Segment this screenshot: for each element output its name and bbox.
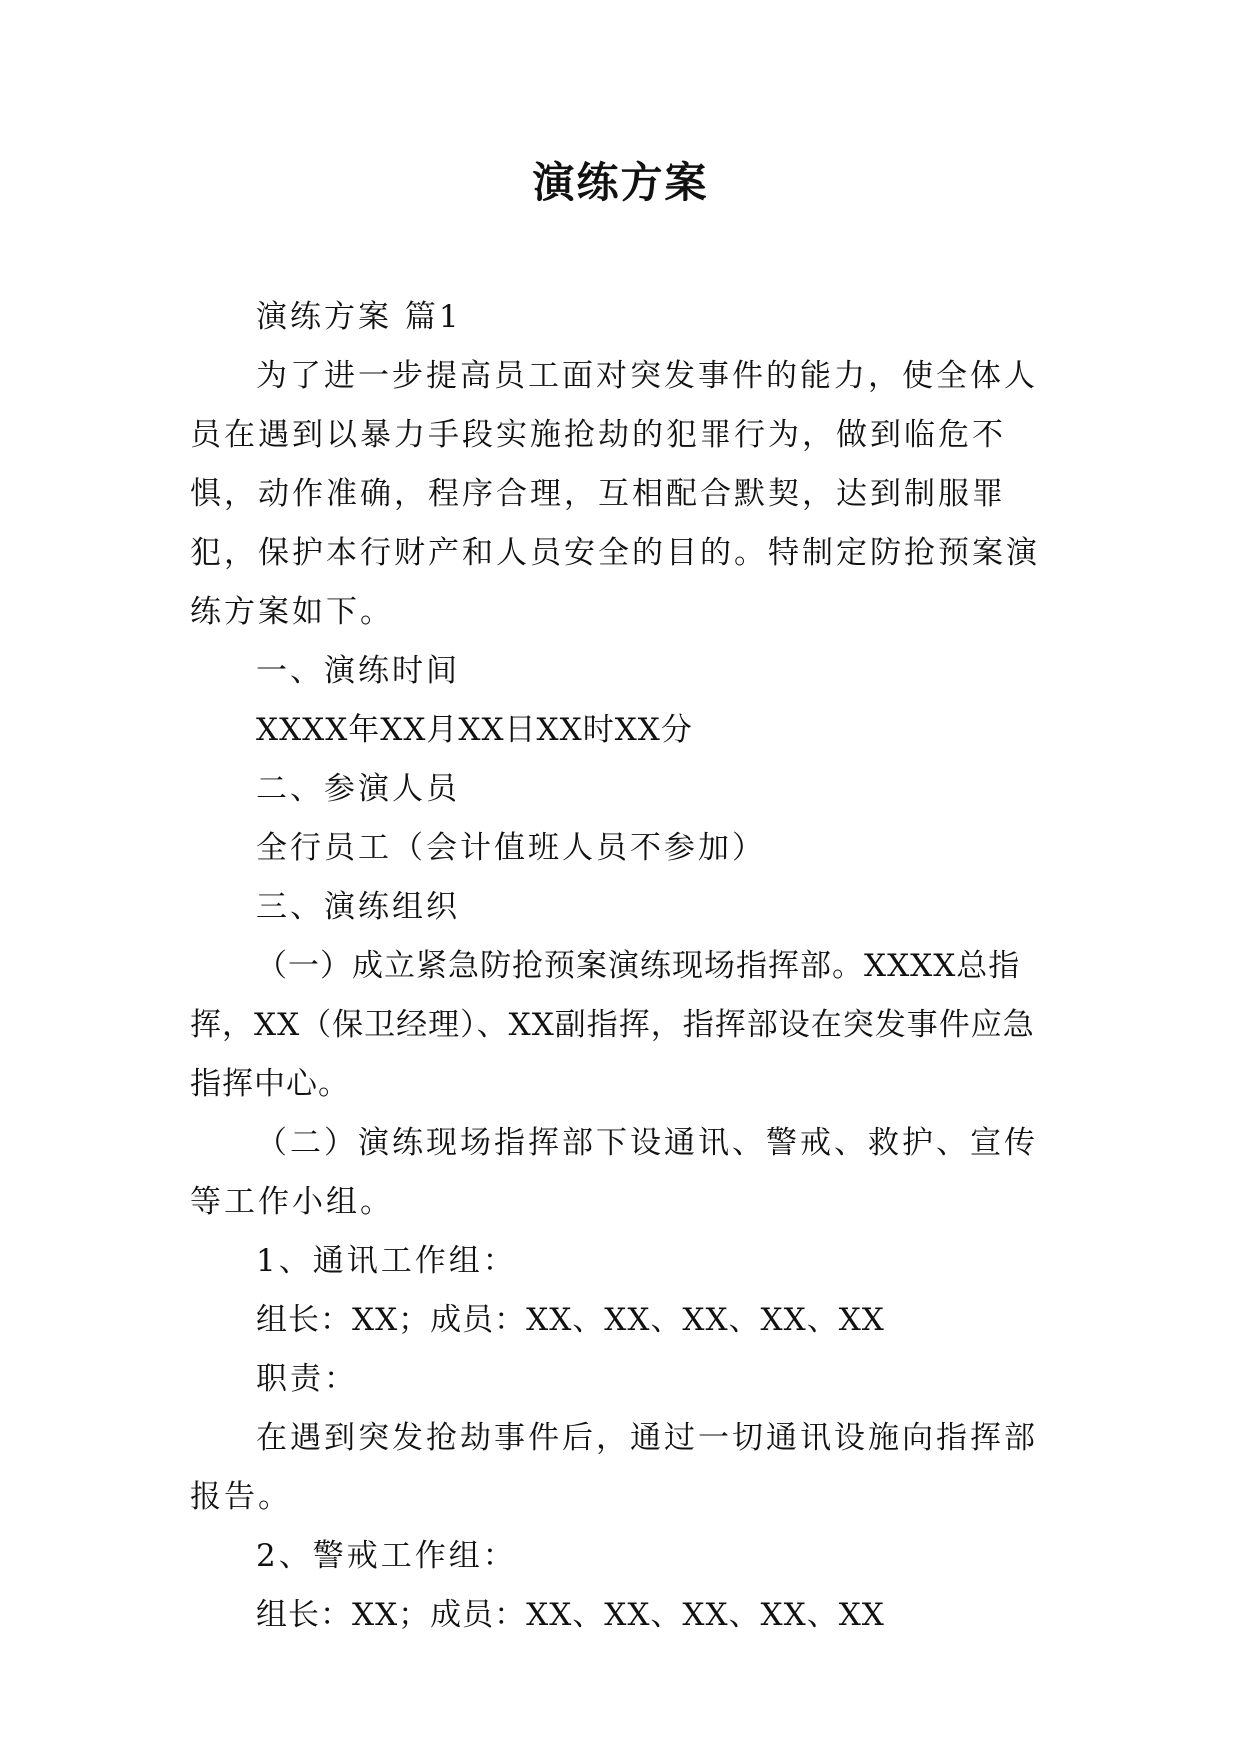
paragraph-time-value: XXXX年XX月XX日XX时XX分 [256, 712, 693, 748]
paragraph-comm-group-members: 组长：XX；成员：XX、XX、XX、XX、XX [256, 1302, 885, 1338]
paragraph-working-groups: （二）演练现场指挥部下设通讯、警戒、救护、宣传等工作小组。 [190, 1125, 1038, 1220]
paragraph-section-heading: 演练方案 篇1 [256, 299, 462, 335]
paragraph-heading-participants: 二、参演人员 [256, 771, 460, 807]
paragraph-guard-group-heading: 2、警戒工作组： [256, 1538, 517, 1574]
paragraph-comm-group-heading: 1、通讯工作组： [256, 1243, 517, 1279]
document-title: 演练方案 [532, 158, 709, 207]
paragraph-guard-group-members: 组长：XX；成员：XX、XX、XX、XX、XX [256, 1597, 885, 1633]
document-body [190, 288, 1060, 1645]
paragraph-heading-time: 一、演练时间 [256, 653, 460, 689]
paragraph-participants: 全行员工（会计值班人员不参加） [256, 830, 766, 866]
paragraph-comm-duties: 在遇到突发抢劫事件后，通过一切通讯设施向指挥部报告。 [190, 1420, 1038, 1515]
paragraph-heading-organization: 三、演练组织 [256, 889, 460, 925]
paragraph-command-center: （一）成立紧急防抢预案演练现场指挥部。XXXX总指挥，XX（保卫经理）、XX副指挥，指挥部设在突发事件应急指挥中心。 [190, 948, 1035, 1102]
paragraph-intro: 为了进一步提高员工面对突发事件的能力，使全体人员在遇到以暴力手段实施抢劫的犯罪行为，做到临危不惧，动作准确，程序合理，互相配合默契，达到制服罪犯，保护本行财产和人员安全的目的。特制定防抢预案演练方案如下。 [190, 358, 1040, 630]
paragraph-duties-label: 职责： [256, 1361, 358, 1397]
